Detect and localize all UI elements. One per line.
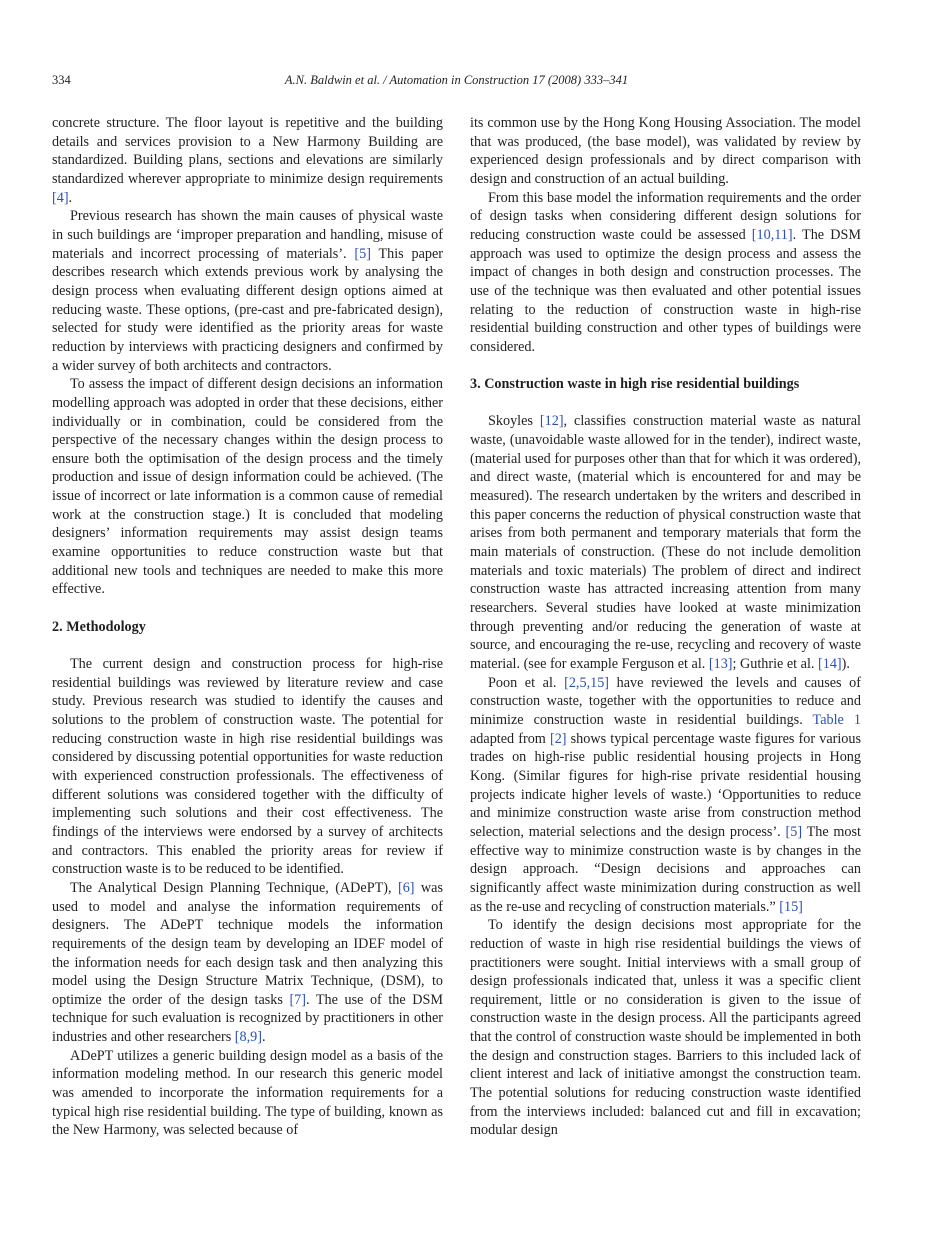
citation-link[interactable]: [10,11]	[751, 226, 793, 243]
paragraph: Previous research has shown the main causes of physical waste in such buildings are ‘improper preparation and handling, misuse of materials and incorrect processing of materials’. [5] This paper describes research which extends previous work by analysing the design process when evaluating different design options aimed at reducing waste. These options, (pre-cast and pre-fabricated design), selected for study were identified as the priority areas for waste reduction by interviews with practicing designers and confirmed by a wider survey of both architects and contractors.	[52, 208, 443, 374]
citation-link[interactable]: [2]	[549, 730, 567, 747]
paragraph: concrete structure. The floor layout is repetitive and the building details and services provision to a New Harmony Building are standardized. Building plans, sections and elevations are similarly standardized wherever appropriate to minimize design requirements [4].	[52, 115, 443, 206]
citation-link[interactable]: [5]	[354, 245, 371, 262]
table-link[interactable]: Table 1	[812, 711, 861, 728]
paragraph: To assess the impact of different design decisions an information modelling approach was adopted in order that these decisions, either individually or in combination, could be considered from the perspective of the necessary changes within the design process to ensure both the optimisation of the design process and the timely production and issue of design information could be achieved. (The issue of incorrect or late information is a common cause of remedial work at the construction stage.) It is concluded that modeling designers’ information requirements may assist design teams examine opportunities to reduce construction waste but that additional new tools and techniques are needed to make this more effective.	[52, 376, 443, 598]
citation-link[interactable]: [13]	[708, 656, 733, 672]
paragraph: To identify the design decisions most appropriate for the reduction of waste in high rise residential buildings the views of practitioners were sought. Initial interviews with a small group of design professionals indicated that, unless it was a specific client requirement, little or no consideration is given to the issue of construction waste in the design process. All the participants agreed that the control of construction waste should be implemented in both the design and construction stages. Barriers to this included lack of client interest and lack of initiative amongst the construction team. The potential solutions for reducing construction waste identified from the interviews included: balanced cut and fill in excavation; modular design	[470, 917, 861, 1139]
citation-link[interactable]: [12]	[539, 413, 564, 430]
paragraph: Skoyles [12], classifies construction material waste as natural waste, (unavoidable waste allowed for in the tender), indirect waste, (material used for purposes other than that for which it was ordered), and direct waste, (material which is encountered for and may be measured). The research undertaken by the writers and described in this paper concerns the reduction of physical construction waste that arises from both permanent and temporary materials that form the main materials of construction. (These do not include demolition materials and toxic materials) The problem of direct and indirect construction waste has attracted increasing attention from many researchers. Several studies have looked at waste minimization through preventing and/or reducing the generation of waste at source, and encouraging the re-use, recycling and recovery of waste material. (see for example Ferguson et al. [13]; Guthrie et al. [14]).	[470, 413, 861, 672]
citation-link[interactable]: [14]	[818, 656, 842, 672]
citation-link[interactable]: [2,5,15]	[564, 674, 610, 691]
citation-link[interactable]: [8,9]	[234, 1029, 262, 1046]
citation-link[interactable]: [4]	[52, 189, 69, 206]
running-title: A.N. Baldwin et al. / Automation in Construction 17 (2008) 333–341	[284, 73, 629, 87]
page-number: 334	[52, 73, 71, 87]
paragraph: The current design and construction process for high-rise residential buildings was reviewed by literature review and case study. Previous research was studied to identify the causes and solutions to the problem of construction waste. The potential for reducing construction waste in high rise residential buildings was considered by discussing potential opportunities for waste reduction with experienced construction professionals. The effectiveness of different solutions was considered together with the difficulty of implementing such solutions and their cost effectiveness. The findings of the interviews were endorsed by a survey of architects and contractors. This enabled the priority areas for review if construction waste is to be reduced to be identified.	[52, 656, 443, 878]
right-column	[470, 114, 861, 1140]
paragraph: ADePT utilizes a generic building design model as a basis of the information modeling method. In our research this generic model was amended to incorporate the information requirements for a typical high rise residential building. The type of building, known as the New Harmony, was selected because of	[52, 1047, 443, 1139]
citation-link[interactable]: [15]	[779, 898, 803, 915]
paragraph: From this base model the information requirements and the order of design tasks when considering different design solutions for reducing construction waste could be assessed [10,11]. The DSM approach was used to optimize the design process and assess the impact of changes in both design and construction processes. The use of the technique was then evaluated and other potential issues relating to the reduction of construction waste in high-rise residential building construction and other types of buildings were considered.	[470, 189, 861, 355]
section-heading: 3. Construction waste in high rise residential buildings	[470, 376, 800, 393]
paragraph: Poon et al. [2,5,15] have reviewed the levels and causes of construction waste, together with the opportunities to reduce and minimize construction waste in residential buildings. Table 1 adapted from [2] shows typical percentage waste figures for various trades on high-rise public residential housing projects in Hong Kong. (Similar figures for high-rise private residential housing projects indicate higher levels of waste.) ‘Opportunities to reduce and minimize construction waste arise from construction method selection, material selections and the design process’. [5] The most effective way to minimize construction waste is by changes in the design approach. “Design decisions and approaches can significantly affect waste minimization during construction as well as the re-use and recycling of construction materials.” [15]	[470, 674, 861, 915]
paragraph: its common use by the Hong Kong Housing Association. The model that was produced, (the base model), was validated by review by experienced design professionals and by direct comparison with design and construction of an actual building.	[470, 115, 861, 187]
section-heading: 2. Methodology	[52, 618, 146, 635]
left-column	[52, 114, 443, 1140]
page-header	[52, 70, 861, 90]
citation-link[interactable]: [7]	[289, 991, 306, 1008]
citation-link[interactable]: [6]	[397, 879, 415, 896]
paragraph: The Analytical Design Planning Technique, (ADePT), [6] was used to model and analyse the information requirements of designers. The ADePT technique models the information requirements of the design team by developing an IDEF model of the information needs for each design task and then analyzing this model using the Design Structure Matrix Technique, (DSM), to optimize the order of the design tasks [7]. The use of the DSM technique for such evaluation is recognized by practitioners in other industries and other researchers [8,9].	[52, 879, 443, 1046]
citation-link[interactable]: [5]	[785, 823, 803, 840]
